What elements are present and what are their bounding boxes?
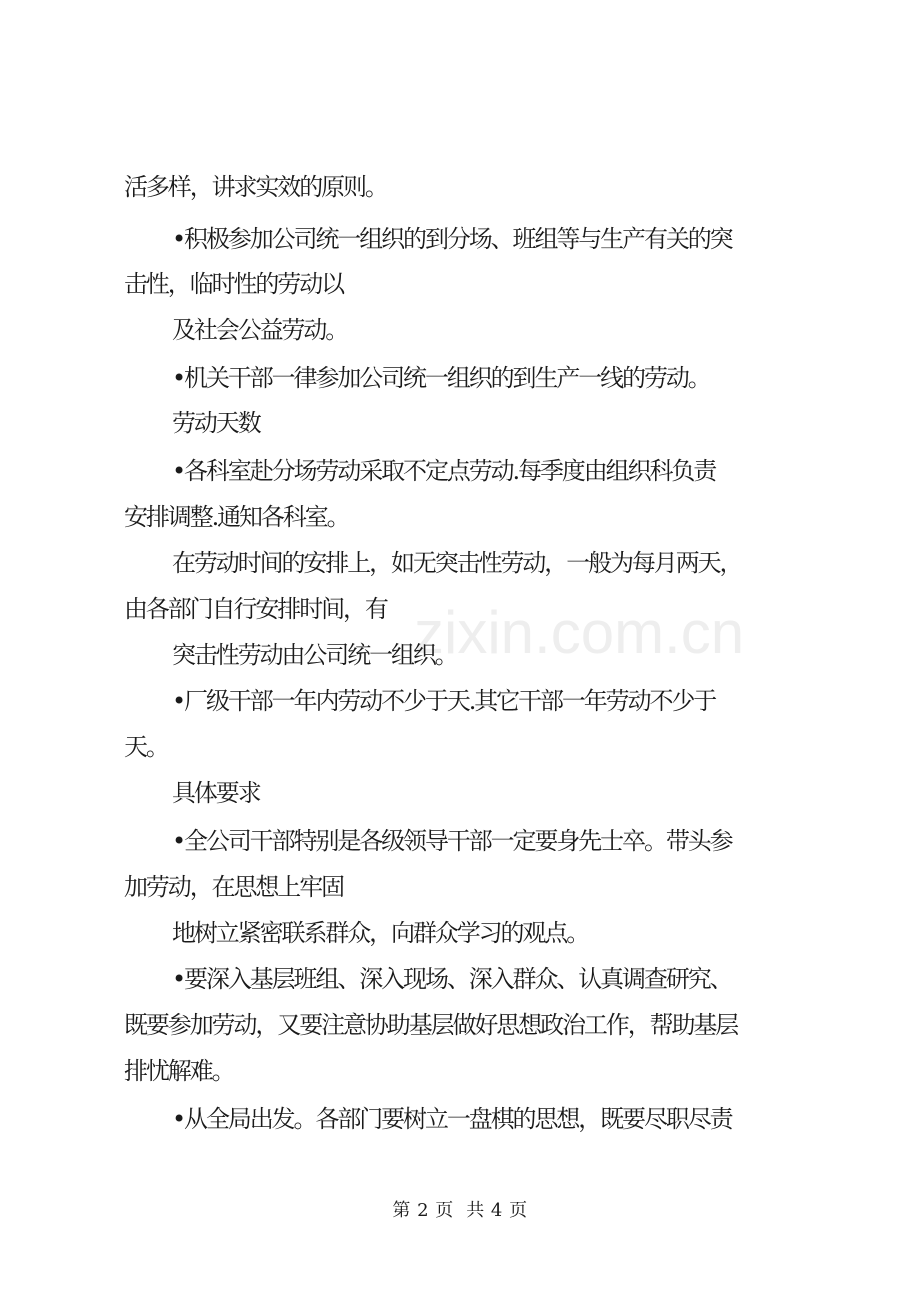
paragraph-line: 加劳动，在思想上牢固 [124, 873, 343, 901]
paragraph-line: 活多样，讲求实效的原则。 [124, 173, 387, 201]
watermark: zixin.com.cn [414, 599, 745, 666]
paragraph-line: •全公司干部特别是各级领导干部一定要身先士卒。带头参 [172, 827, 732, 855]
paragraph-line: •从全局出发。各部门要树立一盘棋的思想，既要尽职尽责 [172, 1105, 732, 1133]
paragraph-line: 排忧解难。 [124, 1057, 234, 1085]
page-number-footer: 第 2 页 共 4 页 [392, 1200, 528, 1221]
paragraph-line: •机关干部一律参加公司统一组织的到生产一线的劳动。 [172, 364, 710, 392]
paragraph-line: •各科室赴分场劳动采取不定点劳动.每季度由组织科负责 [172, 457, 716, 485]
paragraph-line: •要深入基层班组、深入现场、深入群众、认真调查研究、 [172, 965, 732, 993]
paragraph-line: 击性，临时性的劳动以 [124, 270, 343, 298]
paragraph-line: 由各部门自行安排时间，有 [124, 595, 387, 623]
paragraph-line: •厂级干部一年内劳动不少于天.其它干部一年劳动不少于 [172, 687, 716, 715]
paragraph-line: 突击性劳动由公司统一组织。 [172, 641, 457, 669]
paragraph-line: 及社会公益劳动。 [172, 316, 348, 344]
paragraph-line: 安排调整.通知各科室。 [124, 503, 349, 531]
section-heading: 劳动天数 [172, 409, 260, 437]
paragraph-line: 既要参加劳动，又要注意协助基层做好思想政治工作，帮助基层 [124, 1011, 738, 1039]
paragraph-line: 天。 [124, 733, 168, 761]
paragraph-line: •积极参加公司统一组织的到分场、班组等与生产有关的突 [172, 225, 732, 253]
paragraph-line: 地树立紧密联系群众，向群众学习的观点。 [172, 919, 589, 947]
section-heading: 具体要求 [172, 779, 260, 807]
paragraph-line: 在劳动时间的安排上，如无突击性劳动，一般为每月两天， [172, 549, 742, 577]
